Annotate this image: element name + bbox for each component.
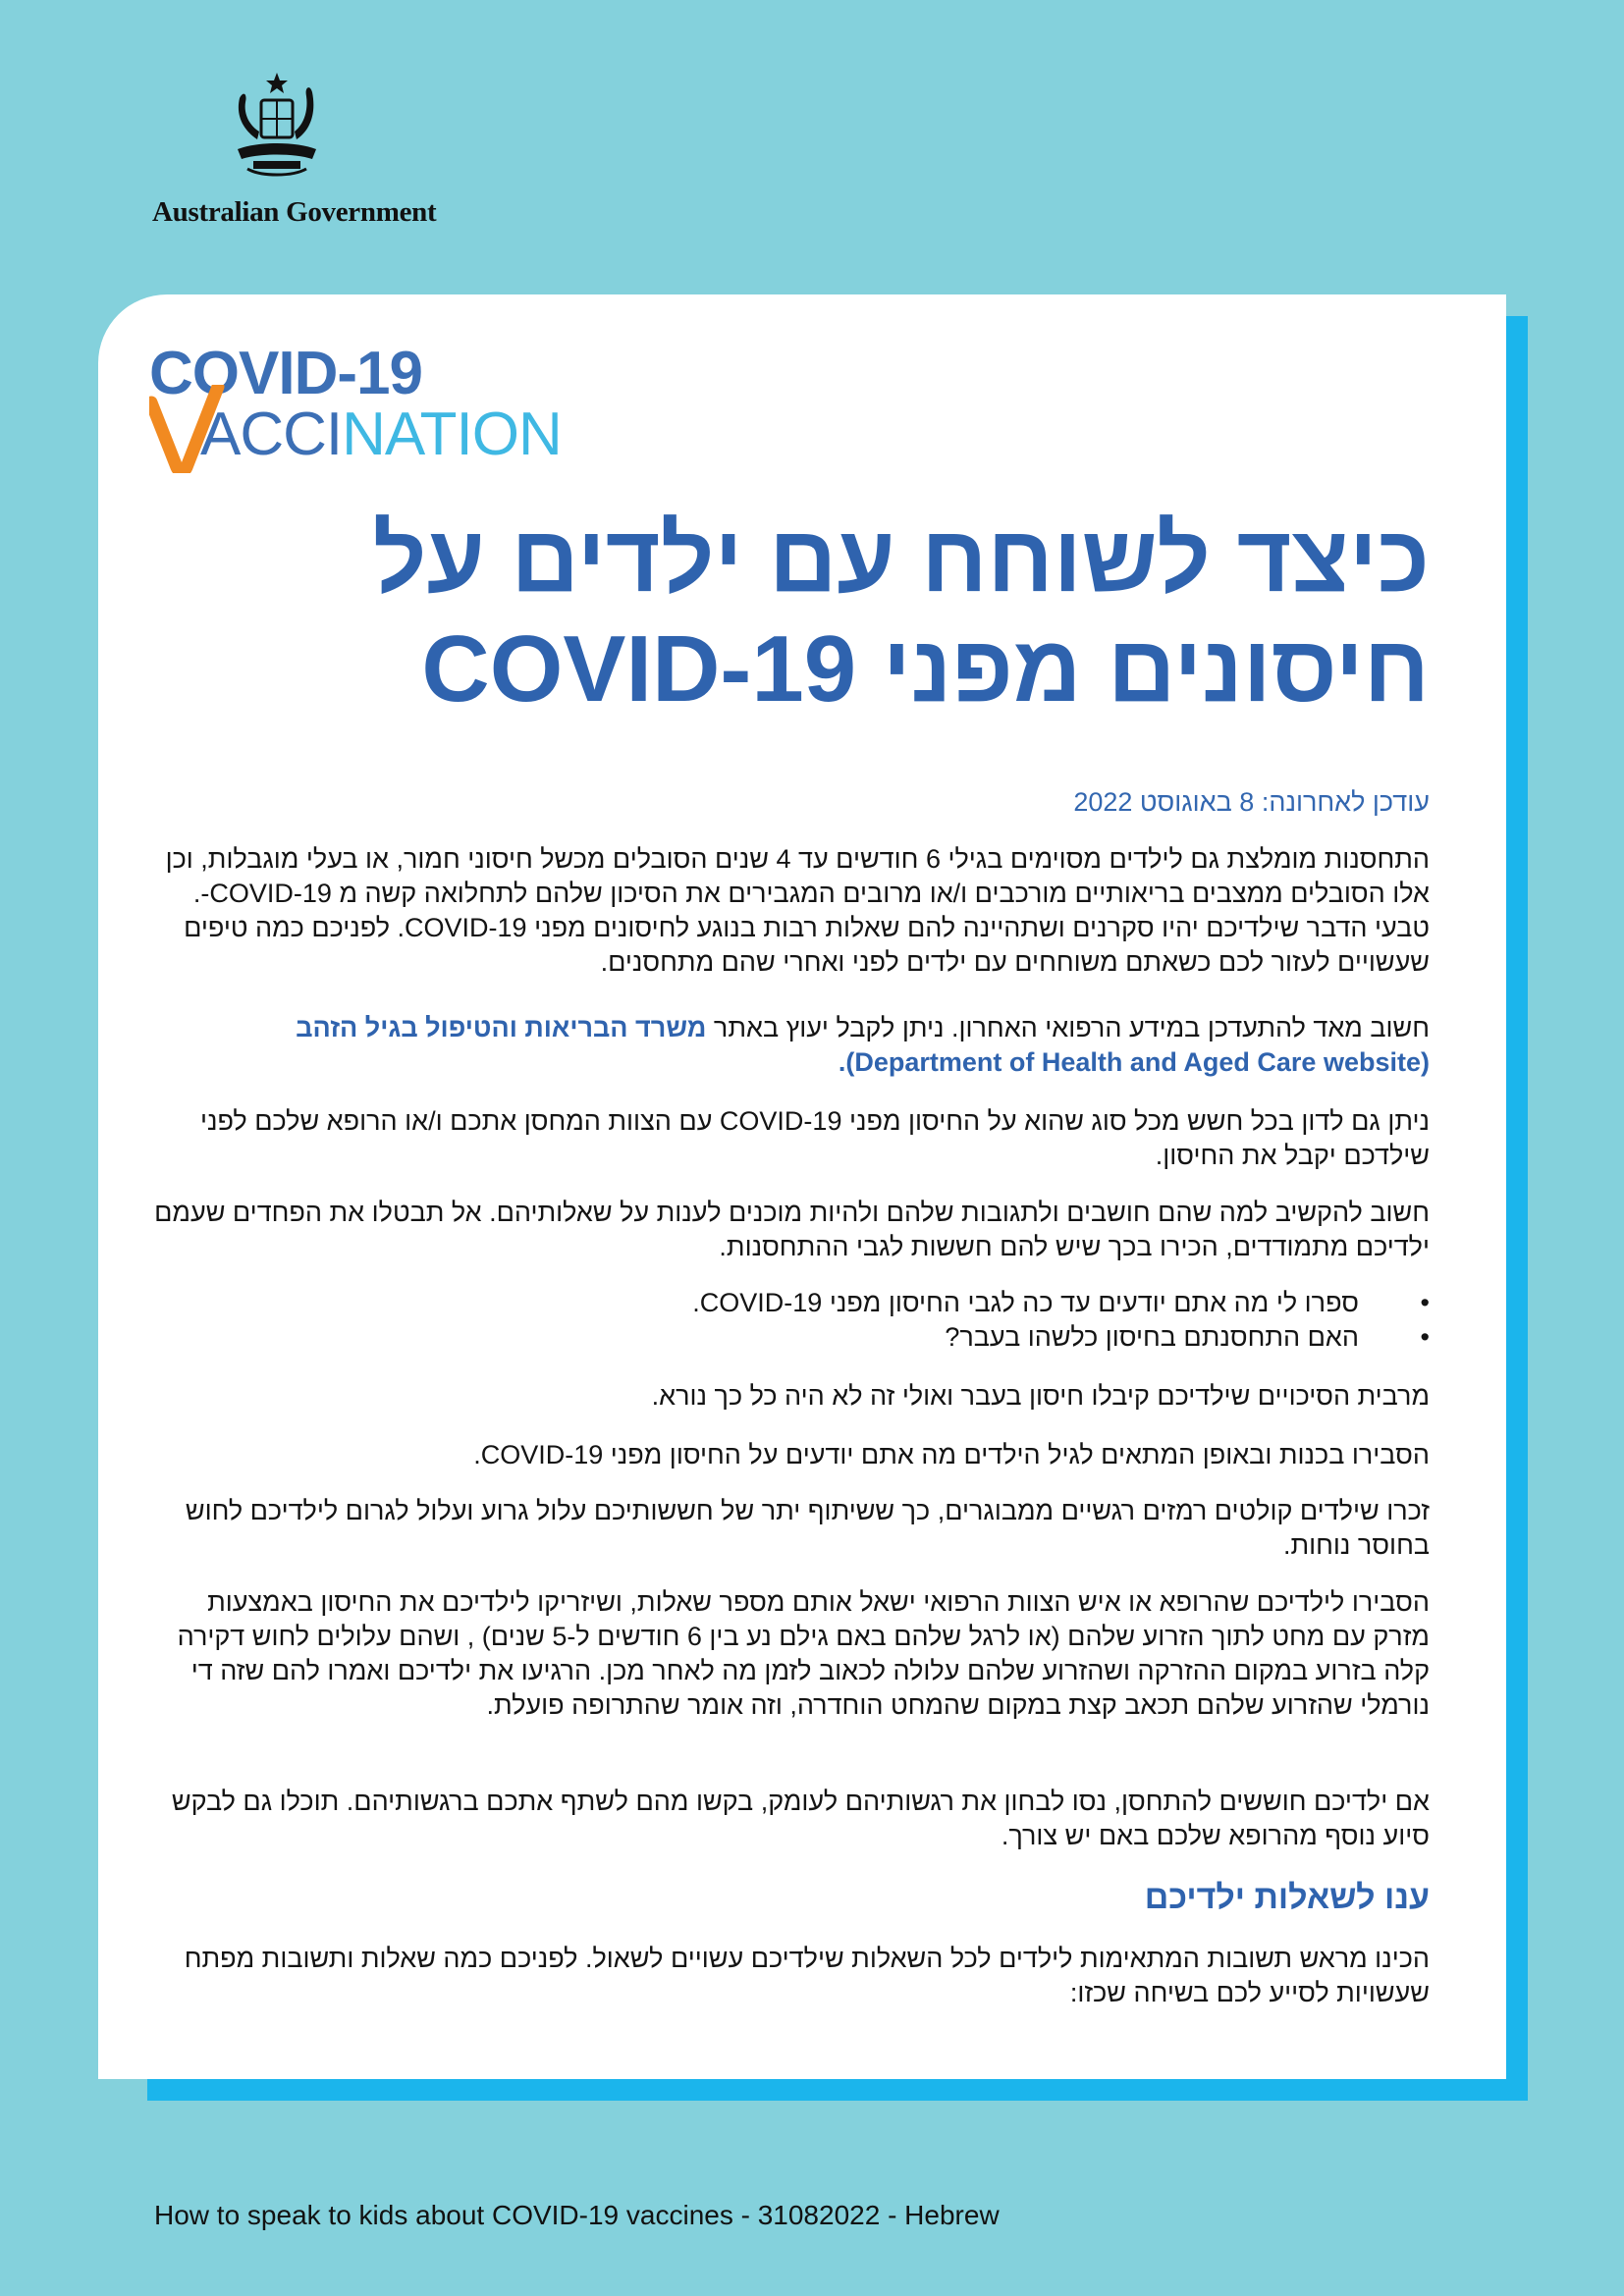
list-item: • ספרו לי מה אתם יודעים עד כה לגבי החיסון מפני COVID-19. (153, 1286, 1430, 1320)
logo-line2-part1: ACCI (200, 400, 343, 468)
logo-line2 (200, 400, 562, 468)
list-item: • האם התחסנתם בחיסון כלשהו בעבר? (153, 1320, 1430, 1355)
paragraph-2-text: חשוב מאד להתעדכן במידע הרפואי האחרון. ניתן לקבל יעוץ באתר (706, 1013, 1430, 1042)
updated-date: עודכן לאחרונה: 8 באוגוסט 2022 (1073, 787, 1430, 817)
paragraph-7: זכרו שילדים קולטים רמזים רגשיים ממבוגרים, כך ששיתוף יתר של חששותיכם עלול גרוע ועלול לגרום לילדיכם לחוש בחוסר נוחות. (185, 1496, 1430, 1560)
paragraph-6: הסבירו בכנות ובאופן המתאים לגיל הילדים מה אתם יודעים על החיסון מפני COVID-19. (473, 1440, 1430, 1469)
paragraph-10: הכינו מראש תשובות המתאימות לילדים לכל השאלות שילדיכם עשויים לשאול. לפניכם כמה שאלות ותשובות מפתח שעשויות לסייע לכם בשיחה שכזו: (184, 1944, 1430, 2007)
covid-vaccination-logo (149, 340, 601, 471)
paragraph-4: חשוב להקשיב למה שהם חושבים ולתגובות שלהם ולהיות מוכנים לענות על שאלותיהם. אל תבטלו את הפחדים שעמם ילדיכם מתמודדים, הכירו בכך שיש להם חששות לגבי ההתחסנות. (154, 1198, 1430, 1261)
paragraph-2 (153, 1011, 1430, 1080)
paragraph-5: מרבית הסיכויים שילדיכם קיבלו חיסון בעבר ואולי זה לא היה כל כך נורא. (651, 1381, 1430, 1411)
logo-line2-part2: NATION (342, 400, 562, 468)
paragraph-1: התחסנות מומלצת גם לילדים מסוימים בגילי 6 חודשים עד 4 שנים הסובלים מכשל חיסוני חמור, או בעלי מוגבלות, וכן אלו הסובלים ממצבים בריאותיים מורכבים ו/או מרובים המגבירים את הסיכון שלהם לתחלואה קשה מ COVID-19-. טבעי הדבר שילדיכם יהיו סקרנים ושתהיינה להם שאלות רבות בנוגע לחיסונים מפני COVID-19. לפניכם כמה טיפים שעשויים לעזור לכם כשאתם משוחחים עם ילדים לפני ואחרי שהם מתחסנים. (165, 844, 1430, 977)
title-line2: חיסונים מפני COVID-19 (421, 616, 1430, 721)
title-line1: כיצד לשוחח עם ילדים על (372, 507, 1430, 612)
health-department-link[interactable]: משרד הבריאות והטיפול בגיל הזהב (Department of Health and Aged Care website). (296, 1013, 1430, 1077)
paragraph-9: אם ילדיכם חוששים להתחסן, נסו לבחון את רגשותיהם לעומק, בקשו מהם לשתף אתכם ברגשותיהם. תוכלו גם לבקש סיוע נוסף מהרופא שלכם באם יש צורך. (171, 1787, 1430, 1850)
footer-text: How to speak to kids about COVID-19 vaccines - 31082022 - Hebrew (154, 2200, 1000, 2230)
coat-of-arms-icon (218, 71, 336, 188)
paragraph-3: ניתן גם לדון בכל חשש מכל סוג שהוא על החיסון מפני COVID-19 עם הצוות המחסן אתכם ו/או הרופא שלכם לפני שילדכם יקבל את החיסון. (199, 1106, 1430, 1170)
bullet-list (153, 1286, 1430, 1355)
page-title (350, 505, 1430, 724)
paragraph-8: הסבירו לילדיכם שהרופא או איש הצוות הרפואי ישאל אותם מספר שאלות, ושיזריקו לילדיכם את החיסון באמצעות מזרק עם מחט לתוך הזרוע שלהם (או לרגל שלהם באם גילם נע בין 6 חודשים ל-5 שנים) , ושהם עלולים לחוש דקירה קלה בזרוע במקום ההזרקה ושהזרוע שלהם עלולה לכאוב לזמן מה לאחר מכן. הרגיעו את ילדיכם ואמרו להם שזה די נורמלי שהזרוע שלהם תכאב קצת במקום שהמחט הוחדרה, וזה אומר שהתרופה פועלת. (177, 1587, 1430, 1720)
government-label: Australian Government (152, 196, 437, 228)
logo-line1: COVID-19 (149, 340, 422, 407)
section-heading: ענו לשאלות ילדיכם (1144, 1879, 1430, 1916)
